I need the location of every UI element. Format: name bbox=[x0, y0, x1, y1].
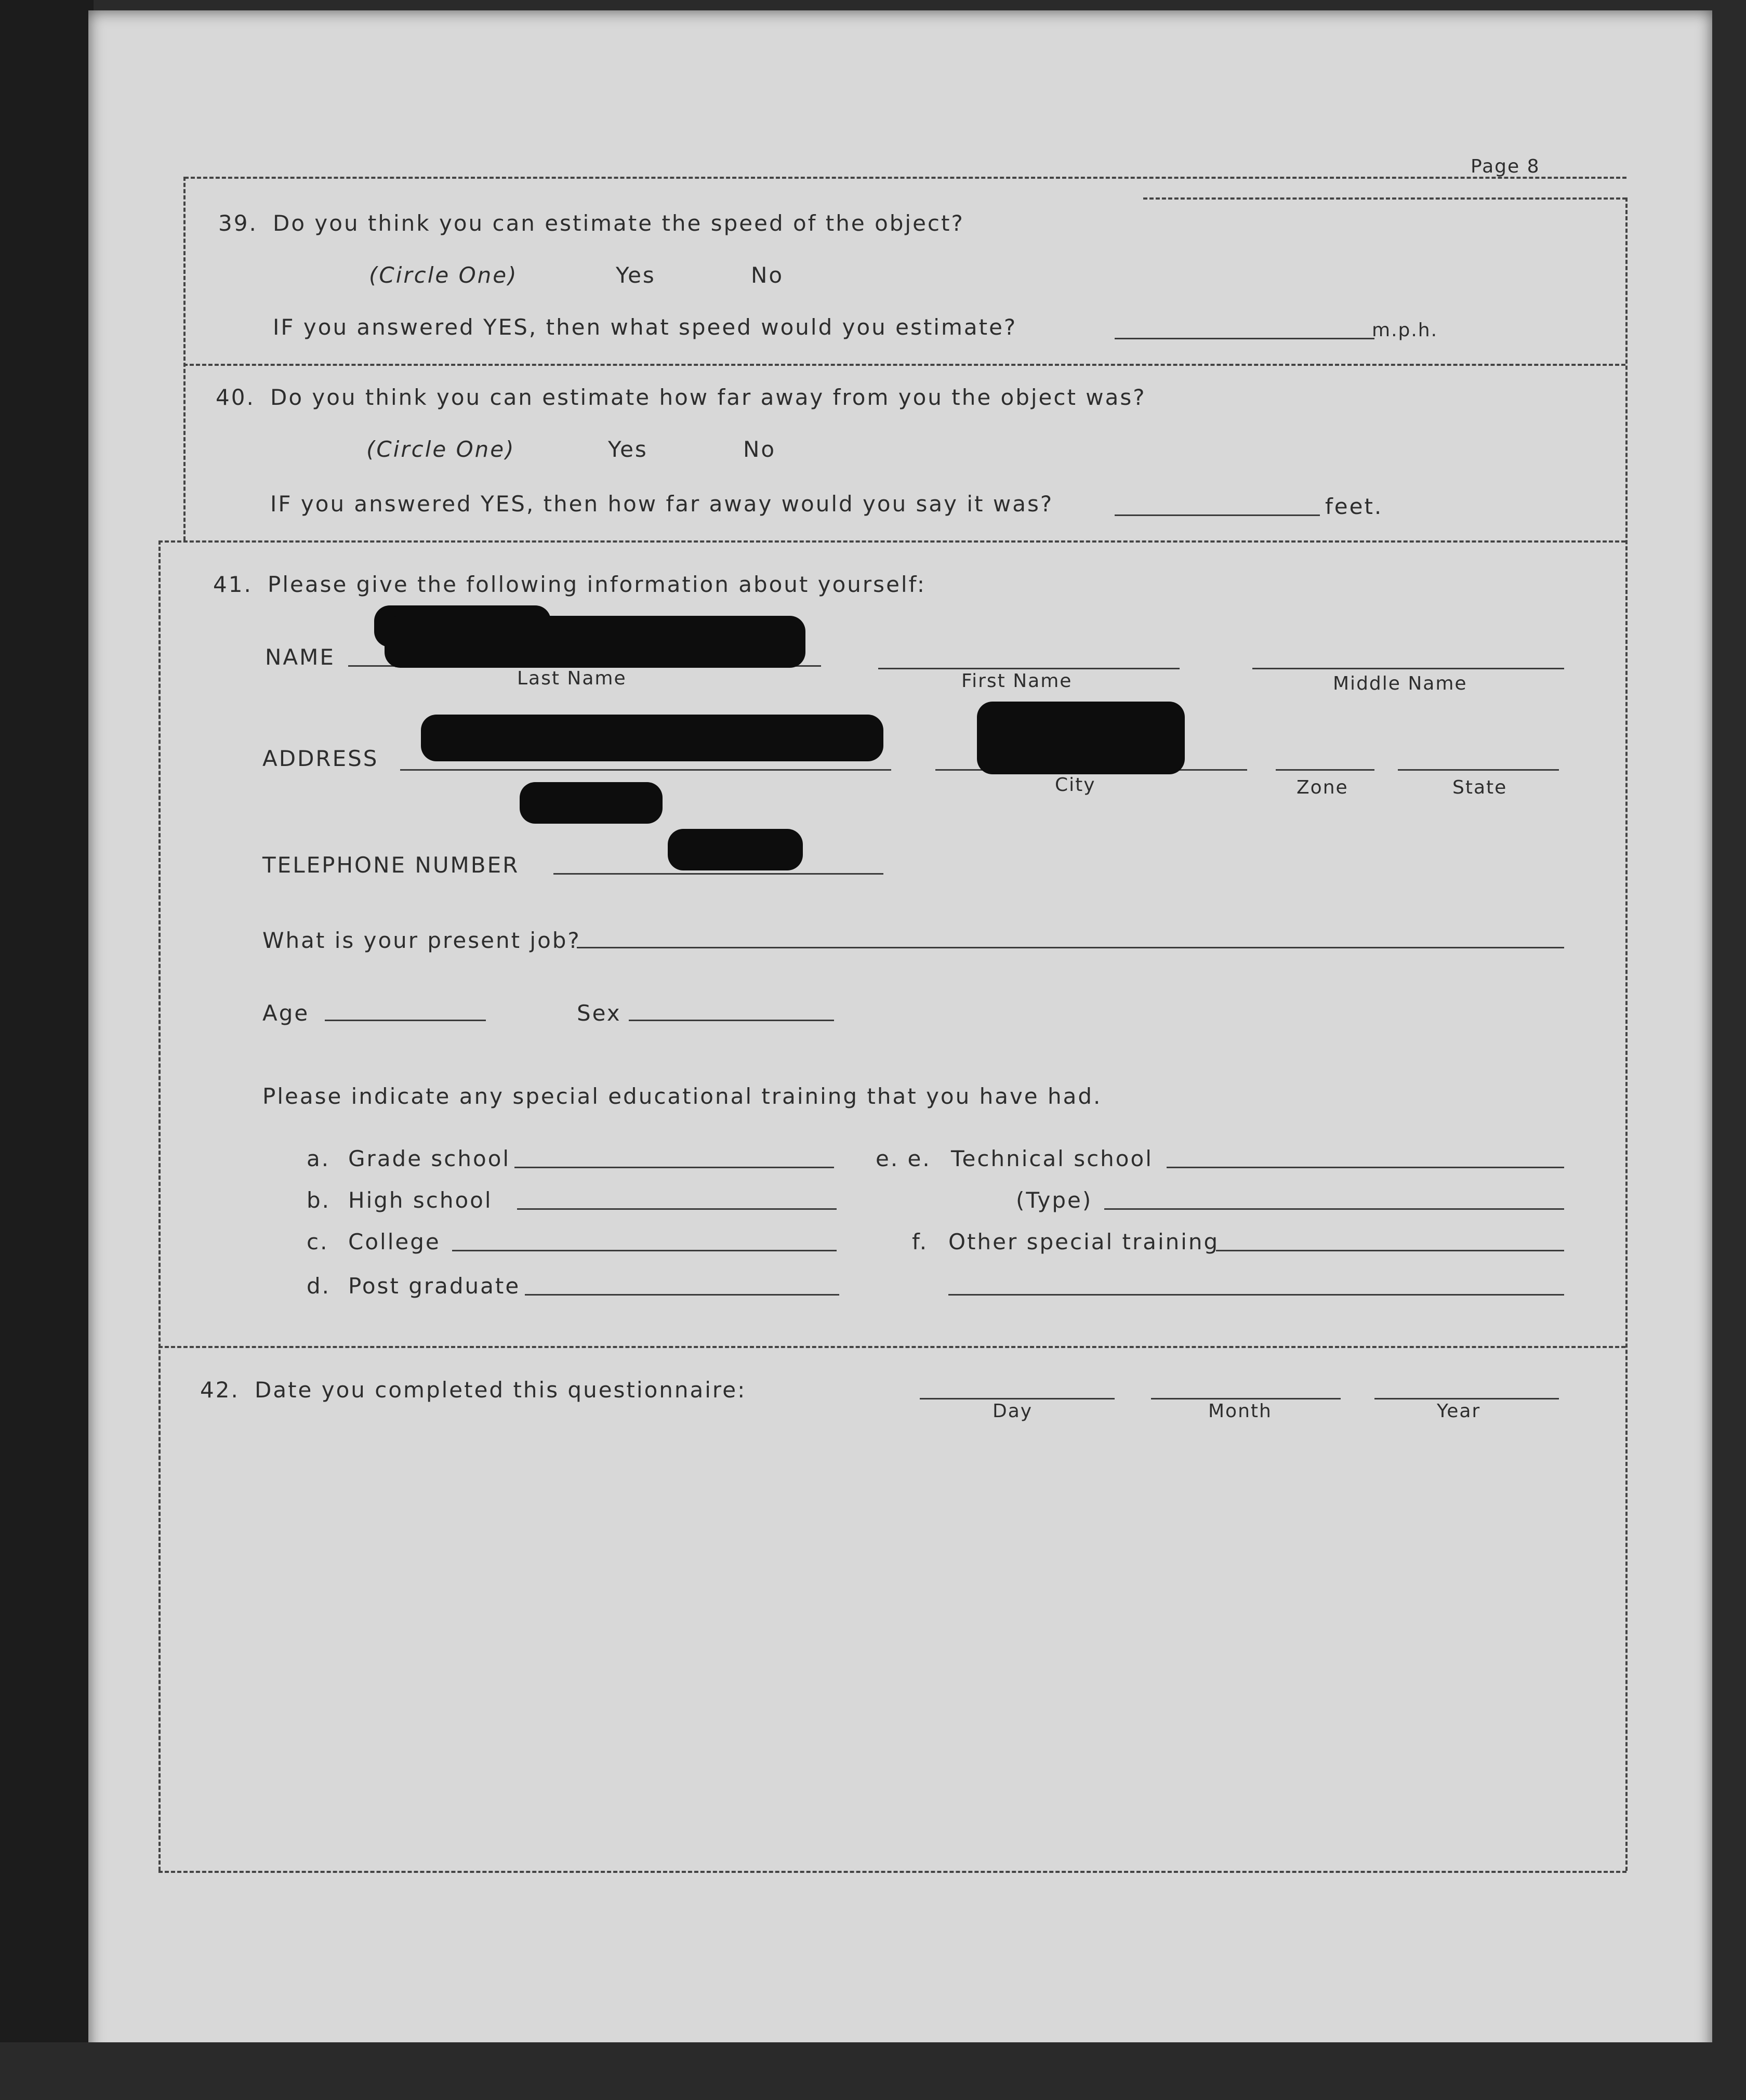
q40-question: Do you think you can estimate how far away from you the object was? bbox=[270, 385, 1146, 410]
job-line bbox=[577, 947, 1564, 948]
q40-no-option[interactable]: No bbox=[743, 437, 776, 462]
job-input[interactable] bbox=[577, 923, 1564, 944]
month-caption: Month bbox=[1208, 1401, 1272, 1422]
month-input[interactable] bbox=[1151, 1375, 1341, 1395]
q40-yes-option[interactable]: Yes bbox=[608, 437, 648, 462]
q39-no-option[interactable]: No bbox=[751, 262, 784, 288]
q40-followup: IF you answered YES, then how far away would you say it was? bbox=[270, 491, 1054, 517]
q39-followup: IF you answered YES, then what speed would you estimate? bbox=[273, 314, 1017, 340]
post-graduate-line bbox=[525, 1294, 839, 1296]
age-input[interactable] bbox=[325, 996, 486, 1017]
education-prompt: Please indicate any special educational training that you have had. bbox=[262, 1084, 1102, 1109]
q41-prompt: Please give the following information about yourself: bbox=[268, 572, 927, 597]
form-top-border bbox=[184, 177, 1626, 179]
form-top-border-right bbox=[1143, 197, 1626, 200]
q42-prompt: Date you completed this questionnaire: bbox=[255, 1377, 747, 1403]
edu-a-letter: a. bbox=[307, 1146, 330, 1171]
type-line bbox=[1104, 1208, 1564, 1210]
zone-caption: Zone bbox=[1297, 777, 1348, 798]
other-training-line bbox=[1216, 1250, 1564, 1251]
redaction-telephone bbox=[668, 829, 803, 870]
post-graduate-input[interactable] bbox=[525, 1271, 839, 1291]
form-bottom-border bbox=[158, 1871, 1626, 1873]
q39-number: 39. bbox=[218, 210, 258, 236]
last-name-caption: Last Name bbox=[517, 668, 627, 689]
q40-number: 40. bbox=[216, 385, 255, 410]
type-input[interactable] bbox=[1104, 1185, 1564, 1206]
name-label: NAME bbox=[265, 644, 335, 670]
sex-label: Sex bbox=[577, 1000, 621, 1026]
page-label: Page 8 bbox=[1471, 156, 1540, 177]
edu-d-letter: d. bbox=[307, 1273, 331, 1299]
edu-post-graduate: Post graduate bbox=[348, 1273, 521, 1299]
edu-c-letter: c. bbox=[307, 1229, 329, 1254]
college-input[interactable] bbox=[452, 1226, 837, 1247]
technical-school-input[interactable] bbox=[1167, 1143, 1564, 1164]
city-caption: City bbox=[1055, 774, 1096, 796]
edu-f-letter: f. bbox=[912, 1229, 929, 1254]
technical-school-line bbox=[1167, 1167, 1564, 1168]
divider-40-41 bbox=[158, 540, 1625, 543]
high-school-line bbox=[517, 1208, 837, 1210]
edu-technical-school: Technical school bbox=[951, 1146, 1153, 1171]
year-input[interactable] bbox=[1374, 1375, 1559, 1395]
form-left-border-upper bbox=[183, 177, 186, 540]
sex-line bbox=[629, 1020, 834, 1021]
edu-b-letter: b. bbox=[307, 1187, 331, 1213]
year-line bbox=[1374, 1398, 1559, 1399]
college-line bbox=[452, 1250, 837, 1251]
q39-speed-line bbox=[1115, 338, 1374, 339]
q40-unit: feet. bbox=[1325, 494, 1383, 519]
edu-other-training: Other special training bbox=[948, 1229, 1220, 1254]
state-line bbox=[1398, 769, 1559, 771]
edu-type: (Type) bbox=[1016, 1187, 1093, 1213]
high-school-input[interactable] bbox=[517, 1185, 837, 1206]
q39-question: Do you think you can estimate the speed of the object? bbox=[273, 210, 964, 236]
first-name-caption: First Name bbox=[961, 670, 1073, 692]
edu-grade-school: Grade school bbox=[348, 1146, 511, 1171]
month-line bbox=[1151, 1398, 1341, 1399]
edu-high-school: High school bbox=[348, 1187, 493, 1213]
q39-speed-input[interactable] bbox=[1115, 314, 1374, 335]
edu-college: College bbox=[348, 1229, 441, 1254]
q40-circle-one: (Circle One) bbox=[366, 437, 515, 462]
grade-school-line bbox=[514, 1167, 834, 1168]
middle-name-line bbox=[1252, 668, 1564, 669]
day-line bbox=[920, 1398, 1115, 1399]
telephone-label: TELEPHONE NUMBER bbox=[262, 852, 520, 878]
q42-number: 42. bbox=[200, 1377, 240, 1403]
q40-distance-input[interactable] bbox=[1115, 491, 1320, 512]
scan-bottom-border bbox=[0, 2042, 1746, 2100]
form-right-border bbox=[1625, 197, 1628, 1871]
first-name-line bbox=[878, 668, 1180, 669]
grade-school-input[interactable] bbox=[514, 1143, 834, 1164]
year-caption: Year bbox=[1437, 1401, 1481, 1422]
redaction-address-extra bbox=[520, 782, 663, 824]
q39-circle-one: (Circle One) bbox=[369, 262, 518, 288]
zone-input[interactable] bbox=[1276, 746, 1374, 767]
job-label: What is your present job? bbox=[262, 928, 581, 953]
q39-yes-option[interactable]: Yes bbox=[616, 262, 656, 288]
zone-line bbox=[1276, 769, 1374, 771]
telephone-line bbox=[553, 873, 883, 875]
redaction-city bbox=[977, 702, 1185, 774]
other-training-input-2[interactable] bbox=[948, 1271, 1564, 1291]
scan-border bbox=[0, 0, 94, 2100]
redaction-street bbox=[421, 715, 883, 761]
day-input[interactable] bbox=[920, 1375, 1115, 1395]
age-line bbox=[325, 1020, 486, 1021]
state-caption: State bbox=[1452, 777, 1507, 798]
q41-number: 41. bbox=[213, 572, 253, 597]
redaction-name-2 bbox=[385, 616, 805, 668]
middle-name-caption: Middle Name bbox=[1333, 673, 1467, 694]
q39-unit: m.p.h. bbox=[1372, 320, 1438, 341]
first-name-input[interactable] bbox=[878, 644, 1180, 665]
other-training-line-2 bbox=[948, 1294, 1564, 1296]
form-left-border-lower bbox=[158, 540, 161, 1871]
age-label: Age bbox=[262, 1000, 310, 1026]
middle-name-input[interactable] bbox=[1252, 644, 1564, 665]
edu-e-letter: e. e. bbox=[876, 1146, 931, 1171]
address-label: ADDRESS bbox=[262, 746, 379, 771]
q40-distance-line bbox=[1115, 514, 1320, 516]
other-training-input[interactable] bbox=[1216, 1226, 1564, 1247]
street-line bbox=[400, 769, 891, 771]
divider-39-40 bbox=[183, 364, 1625, 366]
day-caption: Day bbox=[993, 1401, 1033, 1422]
divider-41-42 bbox=[158, 1346, 1625, 1348]
